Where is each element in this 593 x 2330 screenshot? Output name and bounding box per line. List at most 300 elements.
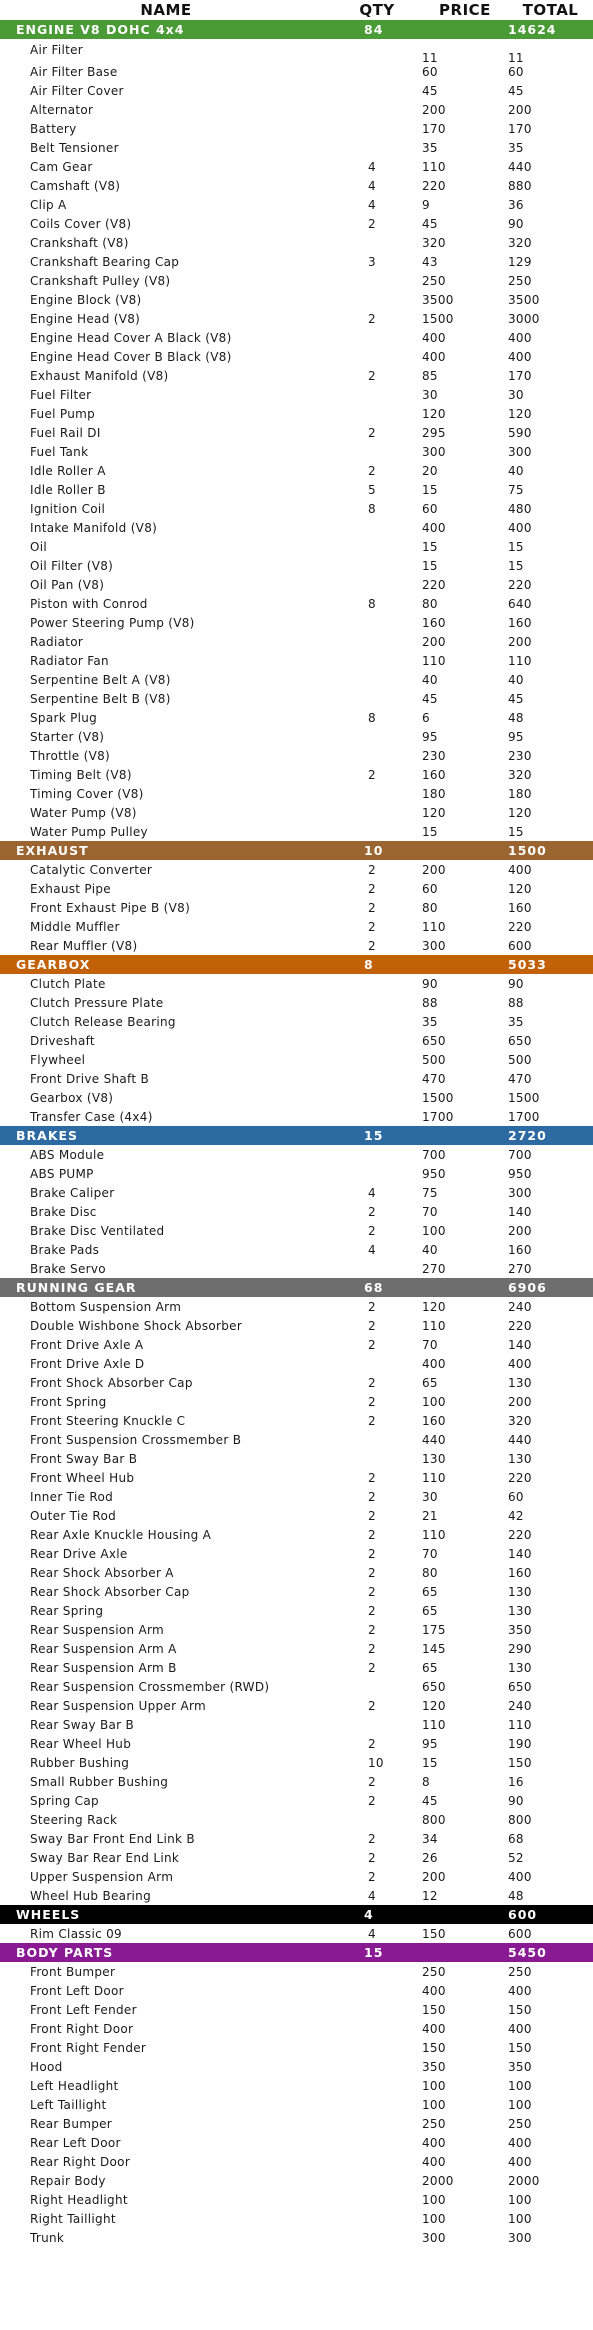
table-row (0, 1297, 593, 1316)
part-qty: 2 (368, 1736, 376, 1751)
part-price: 100 (422, 1223, 446, 1238)
table-row (0, 518, 593, 537)
part-price: 65 (422, 1375, 438, 1390)
part-name: Serpentine Belt B (V8) (30, 691, 171, 706)
part-name: Front Drive Axle A (30, 1337, 144, 1352)
table-row (0, 1259, 593, 1278)
part-total: 300 (508, 2230, 532, 2245)
category-header-running (0, 1278, 593, 1297)
table-row (0, 290, 593, 309)
table-row (0, 62, 593, 81)
part-name: Rear Suspension Arm A (30, 1641, 177, 1656)
part-name: Front Left Door (30, 1983, 124, 1998)
part-price: 650 (422, 1033, 446, 1048)
table-row (0, 1658, 593, 1677)
part-name: Left Taillight (30, 2097, 107, 2112)
category-qty: 15 (364, 1945, 384, 1960)
part-total: 100 (508, 2097, 532, 2112)
table-row (0, 1411, 593, 1430)
part-name: Rear Muffler (V8) (30, 938, 138, 953)
part-name: Repair Body (30, 2173, 106, 2188)
part-name: Inner Tie Rod (30, 1489, 114, 1504)
table-row (0, 347, 593, 366)
table-row (0, 1221, 593, 1240)
part-total: 120 (508, 406, 532, 421)
table-row (0, 404, 593, 423)
part-price: 35 (422, 140, 438, 155)
table-row (0, 1829, 593, 1848)
part-qty: 2 (368, 1622, 376, 1637)
part-name: Idle Roller B (30, 482, 106, 497)
part-name: Water Pump (V8) (30, 805, 137, 820)
part-name: Engine Head Cover A Black (V8) (30, 330, 232, 345)
part-price: 230 (422, 748, 446, 763)
part-price: 80 (422, 900, 438, 915)
part-qty: 2 (368, 1527, 376, 1542)
part-qty: 2 (368, 1546, 376, 1561)
part-name: Crankshaft (V8) (30, 235, 129, 250)
table-row (0, 1734, 593, 1753)
part-name: Front Suspension Crossmember B (30, 1432, 242, 1447)
part-name: Fuel Rail DI (30, 425, 101, 440)
part-total: 120 (508, 881, 532, 896)
part-name: Rear Suspension Arm B (30, 1660, 177, 1675)
table-row (0, 2000, 593, 2019)
part-qty: 2 (368, 862, 376, 877)
category-total: 5033 (508, 957, 547, 972)
part-total: 150 (508, 2040, 532, 2055)
part-total: 440 (508, 1432, 532, 1447)
part-price: 30 (422, 387, 438, 402)
part-total: 35 (508, 140, 524, 155)
part-qty: 2 (368, 1850, 376, 1865)
part-qty: 2 (368, 216, 376, 231)
table-row (0, 632, 593, 651)
part-name: Driveshaft (30, 1033, 95, 1048)
part-name: Front Right Door (30, 2021, 134, 2036)
table-row (0, 1981, 593, 2000)
part-qty: 4 (368, 1926, 376, 1941)
part-name: Catalytic Converter (30, 862, 153, 877)
part-total: 16 (508, 1774, 524, 1789)
table-row (0, 936, 593, 955)
part-total: 500 (508, 1052, 532, 1067)
part-qty: 2 (368, 1698, 376, 1713)
table-row (0, 2171, 593, 2190)
part-price: 6 (422, 710, 430, 725)
part-price: 250 (422, 2116, 446, 2131)
table-row (0, 765, 593, 784)
part-total: 250 (508, 273, 532, 288)
part-name: Front Right Fender (30, 2040, 147, 2055)
table-row (0, 176, 593, 195)
part-price: 110 (422, 1470, 446, 1485)
part-total: 40 (508, 672, 524, 687)
part-name: Serpentine Belt A (V8) (30, 672, 171, 687)
part-total: 400 (508, 1983, 532, 1998)
part-price: 110 (422, 919, 446, 934)
part-price: 75 (422, 1185, 438, 1200)
table-row (0, 1563, 593, 1582)
part-total: 100 (508, 2211, 532, 2226)
category-header-engine (0, 20, 593, 39)
column-header-qty: QTY (359, 1, 395, 19)
part-total: 100 (508, 2078, 532, 2093)
part-total: 220 (508, 1318, 532, 1333)
part-total: 250 (508, 2116, 532, 2131)
table-row (0, 1848, 593, 1867)
category-label: WHEELS (16, 1907, 81, 1922)
category-qty: 10 (364, 843, 384, 858)
part-name: Brake Pads (30, 1242, 100, 1257)
category-qty: 15 (364, 1128, 384, 1143)
table-row (0, 1525, 593, 1544)
part-total: 240 (508, 1698, 532, 1713)
part-total: 700 (508, 1147, 532, 1162)
table-row (0, 1164, 593, 1183)
part-name: Rear Shock Absorber A (30, 1565, 174, 1580)
table-row (0, 651, 593, 670)
table-row (0, 1069, 593, 1088)
part-name: Clip A (30, 197, 67, 212)
part-price: 15 (422, 539, 438, 554)
table-row (0, 1145, 593, 1164)
table-row (0, 1772, 593, 1791)
table-body (0, 20, 593, 2247)
part-total: 220 (508, 577, 532, 592)
table-row (0, 1696, 593, 1715)
table-row (0, 2152, 593, 2171)
category-qty: 84 (364, 22, 384, 37)
part-name: Air Filter Base (30, 64, 118, 79)
part-price: 120 (422, 805, 446, 820)
part-price: 100 (422, 2211, 446, 2226)
category-label: BODY PARTS (16, 1945, 114, 1960)
part-qty: 8 (368, 501, 376, 516)
part-total: 220 (508, 919, 532, 934)
part-qty: 2 (368, 1831, 376, 1846)
part-qty: 2 (368, 1413, 376, 1428)
part-total: 68 (508, 1831, 524, 1846)
part-name: Fuel Tank (30, 444, 89, 459)
category-header-wheels (0, 1905, 593, 1924)
part-name: Cam Gear (30, 159, 93, 174)
part-name: Trunk (30, 2230, 65, 2245)
part-price: 45 (422, 1793, 438, 1808)
part-price: 400 (422, 2135, 446, 2150)
table-row (0, 1639, 593, 1658)
table-row (0, 2076, 593, 2095)
part-total: 140 (508, 1546, 532, 1561)
part-total: 150 (508, 2002, 532, 2017)
part-qty: 4 (368, 1242, 376, 1257)
part-name: Timing Belt (V8) (30, 767, 132, 782)
part-total: 42 (508, 1508, 524, 1523)
part-price: 40 (422, 672, 438, 687)
part-name: Water Pump Pulley (30, 824, 148, 839)
table-row (0, 271, 593, 290)
part-name: Crankshaft Bearing Cap (30, 254, 180, 269)
category-total: 5450 (508, 1945, 547, 1960)
category-header-exhaust (0, 841, 593, 860)
part-name: Coils Cover (V8) (30, 216, 132, 231)
part-name: Sway Bar Rear End Link (30, 1850, 180, 1865)
part-price: 500 (422, 1052, 446, 1067)
part-name: Front Exhaust Pipe B (V8) (30, 900, 191, 915)
part-name: Flywheel (30, 1052, 86, 1067)
table-row (0, 1487, 593, 1506)
table-row (0, 670, 593, 689)
part-price: 45 (422, 83, 438, 98)
part-name: Small Rubber Bushing (30, 1774, 169, 1789)
category-total: 14624 (508, 22, 557, 37)
part-price: 950 (422, 1166, 446, 1181)
part-name: Spring Cap (30, 1793, 99, 1808)
table-row (0, 708, 593, 727)
part-total: 15 (508, 558, 524, 573)
part-name: Clutch Plate (30, 976, 106, 991)
part-name: Gearbox (V8) (30, 1090, 114, 1105)
part-total: 100 (508, 2192, 532, 2207)
column-header-total: TOTAL (522, 1, 579, 19)
table-row (0, 1715, 593, 1734)
part-name: Double Wishbone Shock Absorber (30, 1318, 243, 1333)
table-row (0, 2095, 593, 2114)
part-name: Engine Head (V8) (30, 311, 141, 326)
part-qty: 2 (368, 1337, 376, 1352)
part-qty: 4 (368, 178, 376, 193)
part-qty: 10 (368, 1755, 384, 1770)
part-name: Rim Classic 09 (30, 1926, 122, 1941)
part-price: 1500 (422, 1090, 454, 1105)
table-row (0, 1183, 593, 1202)
part-total: 11 (508, 51, 524, 65)
part-name: Transfer Case (4x4) (30, 1109, 153, 1124)
part-name: Front Shock Absorber Cap (30, 1375, 193, 1390)
part-price: 60 (422, 501, 438, 516)
category-header-gearbox (0, 955, 593, 974)
part-total: 130 (508, 1375, 532, 1390)
part-price: 400 (422, 1356, 446, 1371)
table-row (0, 537, 593, 556)
part-qty: 2 (368, 368, 376, 383)
part-qty: 3 (368, 254, 376, 269)
part-price: 88 (422, 995, 438, 1010)
part-total: 350 (508, 1622, 532, 1637)
table-row (0, 2209, 593, 2228)
part-name: Sway Bar Front End Link B (30, 1831, 195, 1846)
table-row (0, 822, 593, 841)
table-row (0, 81, 593, 100)
part-price: 145 (422, 1641, 446, 1656)
part-price: 150 (422, 2002, 446, 2017)
part-total: 90 (508, 1793, 524, 1808)
table-row (0, 2133, 593, 2152)
part-price: 15 (422, 482, 438, 497)
part-price: 60 (422, 64, 438, 79)
part-name: Rear Axle Knuckle Housing A (30, 1527, 212, 1542)
part-name: Oil Pan (V8) (30, 577, 105, 592)
table-row (0, 1316, 593, 1335)
part-price: 3500 (422, 292, 454, 307)
category-total: 6906 (508, 1280, 547, 1295)
part-price: 400 (422, 349, 446, 364)
table-row (0, 1202, 593, 1221)
part-price: 160 (422, 615, 446, 630)
part-total: 800 (508, 1812, 532, 1827)
part-total: 160 (508, 1565, 532, 1580)
part-name: Spark Plug (30, 710, 98, 725)
part-qty: 2 (368, 1394, 376, 1409)
part-price: 40 (422, 1242, 438, 1257)
part-total: 300 (508, 444, 532, 459)
part-name: Exhaust Pipe (30, 881, 111, 896)
part-name: Right Taillight (30, 2211, 116, 2226)
part-price: 8 (422, 1774, 430, 1789)
part-total: 320 (508, 767, 532, 782)
table-row (0, 157, 593, 176)
part-qty: 2 (368, 1660, 376, 1675)
table-row (0, 1335, 593, 1354)
part-qty: 2 (368, 1470, 376, 1485)
part-total: 230 (508, 748, 532, 763)
part-name: Wheel Hub Bearing (30, 1888, 152, 1903)
part-price: 350 (422, 2059, 446, 2074)
part-price: 9 (422, 197, 430, 212)
part-name: Front Bumper (30, 1964, 116, 1979)
table-row (0, 784, 593, 803)
part-total: 75 (508, 482, 524, 497)
part-name: Left Headlight (30, 2078, 119, 2093)
part-name: Right Headlight (30, 2192, 128, 2207)
part-qty: 2 (368, 1204, 376, 1219)
column-header-row (0, 0, 593, 20)
table-row (0, 2190, 593, 2209)
part-price: 170 (422, 121, 446, 136)
part-total: 130 (508, 1660, 532, 1675)
part-price: 220 (422, 178, 446, 193)
part-total: 1500 (508, 1090, 540, 1105)
part-name: Rear Suspension Crossmember (RWD) (30, 1679, 270, 1694)
part-price: 130 (422, 1451, 446, 1466)
part-total: 200 (508, 634, 532, 649)
table-row (0, 2057, 593, 2076)
part-price: 15 (422, 824, 438, 839)
part-price: 320 (422, 235, 446, 250)
part-price: 400 (422, 330, 446, 345)
part-name: Ignition Coil (30, 501, 106, 516)
part-total: 129 (508, 254, 532, 269)
part-total: 640 (508, 596, 532, 611)
part-name: Air Filter Cover (30, 83, 124, 98)
part-name: Radiator Fan (30, 653, 109, 668)
part-name: Exhaust Manifold (V8) (30, 368, 169, 383)
part-price: 400 (422, 1983, 446, 1998)
part-total: 590 (508, 425, 532, 440)
part-name: Rear Wheel Hub (30, 1736, 132, 1751)
part-name: Front Sway Bar B (30, 1451, 138, 1466)
part-total: 170 (508, 368, 532, 383)
part-name: Outer Tie Rod (30, 1508, 117, 1523)
table-row (0, 575, 593, 594)
part-name: Front Steering Knuckle C (30, 1413, 186, 1428)
category-label: GEARBOX (16, 957, 91, 972)
part-total: 52 (508, 1850, 524, 1865)
part-price: 400 (422, 2021, 446, 2036)
part-total: 600 (508, 938, 532, 953)
table-row (0, 1240, 593, 1259)
part-price: 65 (422, 1603, 438, 1618)
table-row (0, 613, 593, 632)
part-total: 130 (508, 1603, 532, 1618)
table-row (0, 366, 593, 385)
part-total: 90 (508, 216, 524, 231)
part-total: 200 (508, 102, 532, 117)
table-row (0, 898, 593, 917)
part-name: Steering Rack (30, 1812, 118, 1827)
part-total: 130 (508, 1584, 532, 1599)
table-row (0, 2114, 593, 2133)
part-price: 300 (422, 444, 446, 459)
part-price: 470 (422, 1071, 446, 1086)
part-total: 35 (508, 1014, 524, 1029)
part-total: 440 (508, 159, 532, 174)
part-total: 480 (508, 501, 532, 516)
part-qty: 4 (368, 1185, 376, 1200)
table-row (0, 1506, 593, 1525)
part-name: ABS PUMP (30, 1166, 94, 1181)
part-price: 650 (422, 1679, 446, 1694)
table-row (0, 1468, 593, 1487)
part-name: Rear Bumper (30, 2116, 113, 2131)
part-price: 110 (422, 1717, 446, 1732)
part-price: 200 (422, 102, 446, 117)
part-name: Hood (30, 2059, 63, 2074)
table-row (0, 1088, 593, 1107)
part-qty: 2 (368, 1299, 376, 1314)
part-name: Air Filter (30, 43, 84, 57)
part-total: 290 (508, 1641, 532, 1656)
table-row (0, 1107, 593, 1126)
category-header-brakes (0, 1126, 593, 1145)
table-row (0, 879, 593, 898)
part-price: 11 (422, 51, 438, 65)
part-qty: 4 (368, 159, 376, 174)
part-price: 400 (422, 520, 446, 535)
part-price: 34 (422, 1831, 438, 1846)
part-name: Fuel Pump (30, 406, 96, 421)
table-row (0, 917, 593, 936)
part-name: Rear Shock Absorber Cap (30, 1584, 190, 1599)
part-price: 70 (422, 1204, 438, 1219)
part-qty: 2 (368, 1223, 376, 1238)
part-name: Engine Head Cover B Black (V8) (30, 349, 232, 364)
part-name: Bottom Suspension Arm (30, 1299, 182, 1314)
part-name: Timing Cover (V8) (30, 786, 144, 801)
part-qty: 2 (368, 1565, 376, 1580)
part-price: 100 (422, 2097, 446, 2112)
part-qty: 2 (368, 919, 376, 934)
part-name: Upper Suspension Arm (30, 1869, 174, 1884)
part-price: 295 (422, 425, 446, 440)
part-total: 45 (508, 83, 524, 98)
table-row (0, 1449, 593, 1468)
part-total: 470 (508, 1071, 532, 1086)
part-qty: 2 (368, 1793, 376, 1808)
column-header-name: NAME (140, 1, 192, 19)
category-qty: 68 (364, 1280, 384, 1295)
part-name: Idle Roller A (30, 463, 106, 478)
